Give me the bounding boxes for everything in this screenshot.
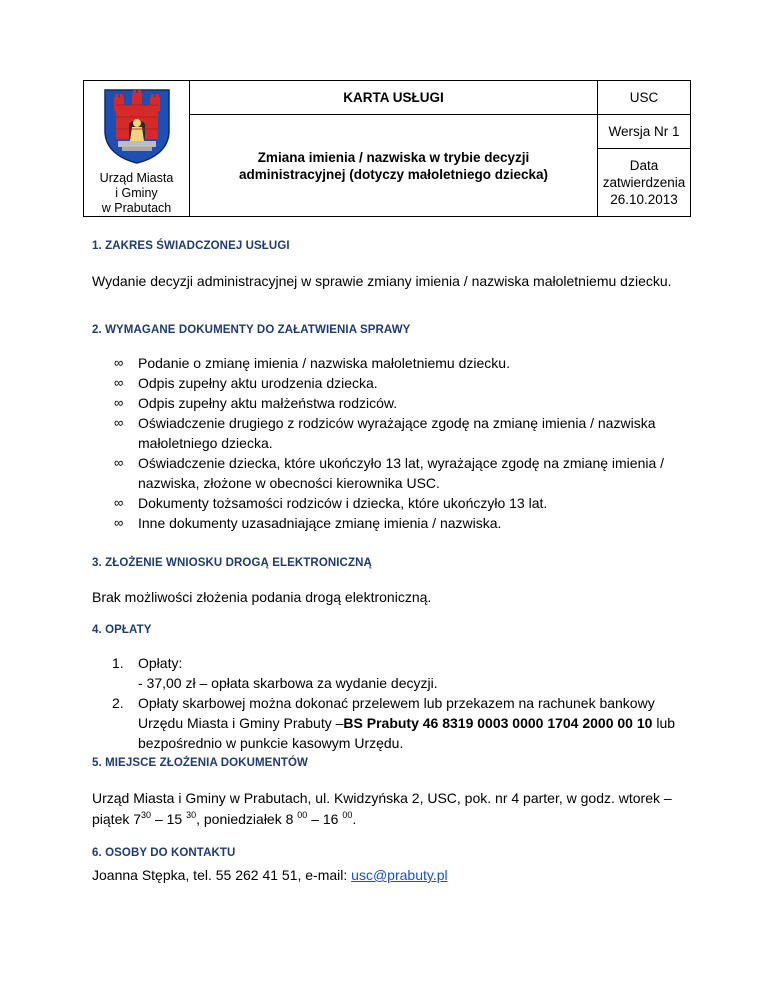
list-item-text: Odpis zupełny aktu urodzenia dziecka. (138, 375, 378, 391)
fees-list (112, 653, 676, 753)
list-item (92, 393, 676, 413)
list-item-text: Inne dokumenty uzasadniające zmianę imienia / nazwiska. (138, 515, 502, 531)
version-label: Wersja Nr 1 (608, 124, 680, 139)
email-link[interactable]: usc@prabuty.pl (351, 867, 448, 883)
section-5-heading: 5. MIEJSCE ZŁOŻENIA DOKUMENTÓW (92, 757, 308, 769)
payment-info-end: lub bezpośrednio w punkcie kasowym Urzędu. (138, 715, 676, 751)
office-name: Urząd Miasta i Gminy w Prabutach (99, 171, 174, 215)
bullet-icon: ∞ (114, 455, 124, 470)
list-item (112, 653, 676, 693)
header-table (83, 80, 691, 217)
list-item (92, 413, 676, 453)
contact-person: Joanna Stępka, tel. 55 262 41 51, e-mail: (92, 867, 352, 883)
list-item-text: Oświadczenie dziecka, które ukończyło 13 lat, wyrażające zgodę na zmianę imienia / nazwiska, złożone w obecności kierownika USC. (138, 455, 665, 491)
service-title-cell (190, 115, 598, 217)
list-item (92, 453, 676, 493)
address-line: Urząd Miasta i Gminy w Prabutach, ul. Kwidzyńska 2, USC, pok. nr 4 parter, w godz. wtorek – (92, 790, 672, 806)
list-item-text: Odpis zupełny aktu małżeństwa rodziców. (138, 395, 398, 411)
section-3-heading: 3. ZŁOŻENIE WNIOSKU DROGĄ ELEKTRONICZNĄ (92, 557, 372, 569)
service-title: Zmiana imienia / nazwiska w trybie decyzji administracyjnej (dotyczy małoletniego dziecka) (238, 149, 549, 182)
card-title: KARTA USŁUGI (343, 90, 444, 105)
coat-of-arms-icon (102, 87, 172, 165)
payment-info: Opłaty skarbowej można dokonać przelewem lub przekazem na rachunek bankowy Urzędu Miasta i Gminy Prabuty – (138, 695, 655, 731)
list-item (92, 353, 676, 373)
bank-account: BS Prabuty 46 8319 0003 0000 1704 2000 00 10 (343, 715, 653, 731)
item-number: 2. (112, 695, 124, 711)
list-item-text: Podanie o zmianę imienia / nazwiska małoletniemu dziecku. (138, 355, 510, 371)
opening-hours: piątek $7^{30} - 15$ $^{30}$, poniedziałek 8 $^{00}$ – 16 $^{00}$. (92, 810, 357, 827)
date-label: Data zatwierdzenia (602, 158, 686, 190)
item-number: 1. (112, 655, 124, 671)
section-2-heading: 2. WYMAGANE DOKUMENTY DO ZAŁATWIENIA SPRAWY (92, 324, 411, 336)
bullet-icon: ∞ (114, 515, 124, 530)
section-3-text: Brak możliwości złożenia podania drogą elektroniczną. (92, 589, 432, 605)
required-documents-list (92, 353, 676, 533)
list-item (92, 493, 676, 513)
section-4-heading: 4. OPŁATY (92, 624, 152, 636)
list-item (92, 373, 676, 393)
section-6-text (92, 865, 676, 886)
section-1-heading: 1. ZAKRES ŚWIADCZONEJ USŁUGI (92, 240, 290, 252)
logo-cell (84, 81, 190, 217)
unit-label: USC (629, 90, 659, 105)
bullet-icon: ∞ (114, 495, 124, 510)
list-item-text: Dokumenty tożsamości rodziców i dziecka, które ukończyło 13 lat. (138, 495, 548, 511)
fees-label: Opłaty: (138, 655, 183, 671)
bullet-icon: ∞ (114, 415, 124, 430)
section-1-text: Wydanie decyzji administracyjnej w sprawie zmiany imienia / nazwiska małoletniemu dziecku. (92, 273, 672, 289)
list-item (92, 513, 676, 533)
bullet-icon: ∞ (114, 375, 124, 390)
fee-amount: - 37,00 zł – opłata skarbowa za wydanie decyzji. (138, 675, 438, 691)
bullet-icon: ∞ (114, 395, 124, 410)
unit-cell (598, 81, 691, 115)
section-6-heading: 6. OSOBY DO KONTAKTU (92, 847, 236, 859)
list-item-text: Oświadczenie drugiego z rodziców wyrażające zgodę na zmianę imienia / nazwiska małoletniego dziecka. (138, 415, 656, 451)
date-cell (598, 149, 691, 217)
section-5-text (92, 788, 676, 830)
card-title-cell (190, 81, 598, 115)
list-item (112, 693, 676, 753)
date-value: 26.10.2013 (610, 192, 678, 207)
bullet-icon: ∞ (114, 355, 124, 370)
version-cell (598, 115, 691, 149)
